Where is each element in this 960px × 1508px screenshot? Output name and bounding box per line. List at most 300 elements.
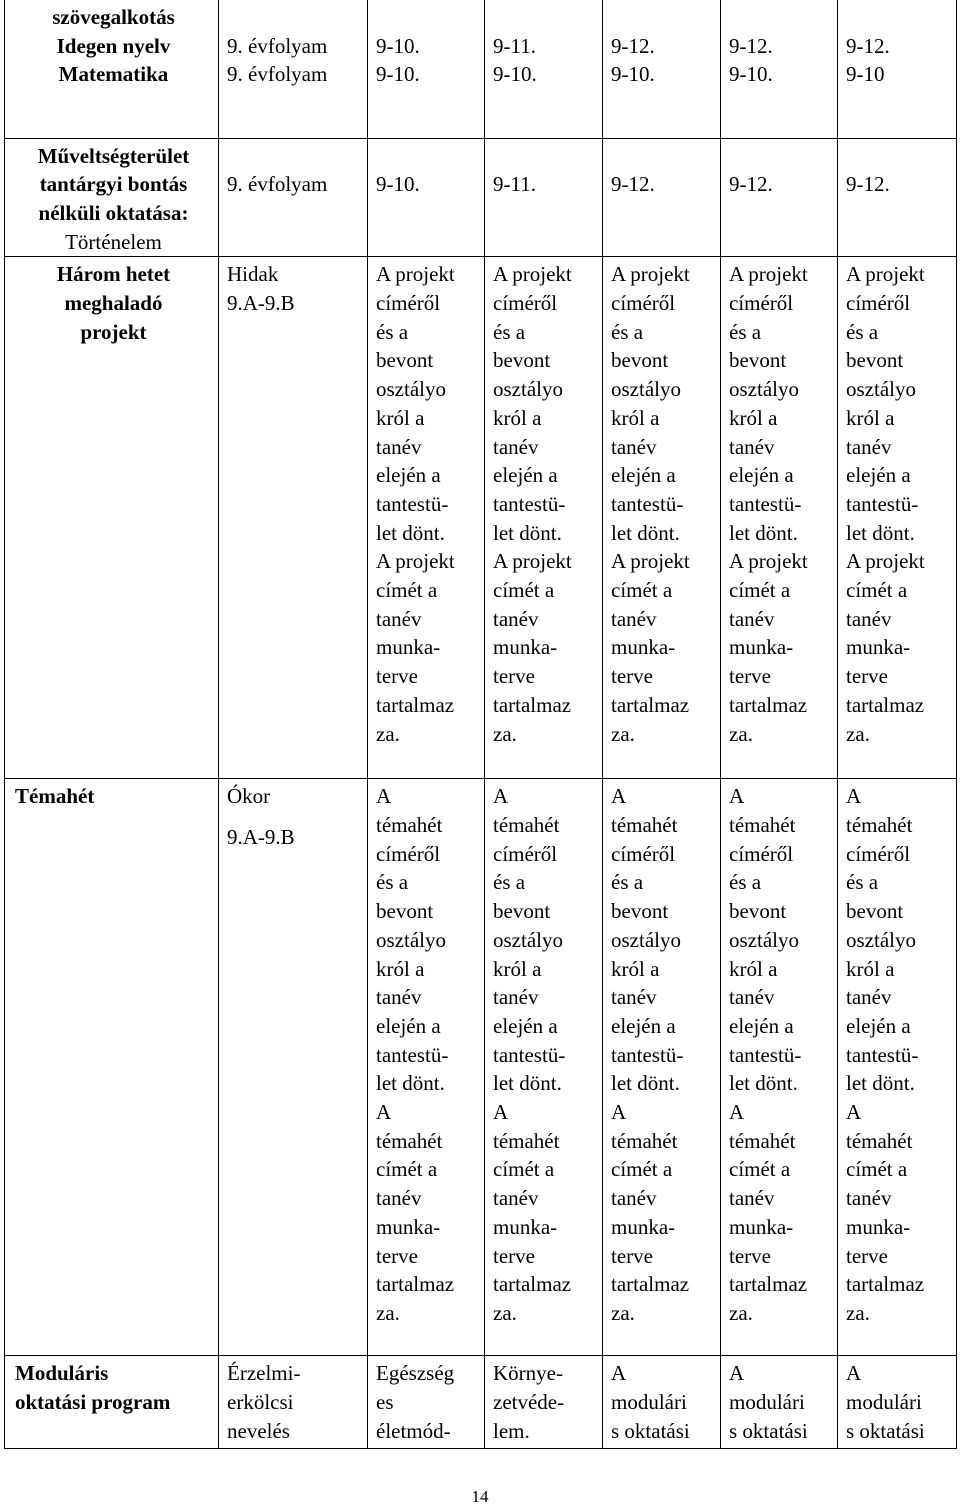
cell-line: A [611,1100,627,1125]
cell-line: modulári [611,1390,687,1415]
table-cell [219,257,368,779]
table-row [5,779,957,1356]
cell-line: tanév [611,985,657,1010]
table-cell [485,1356,603,1449]
table-cell [603,1356,721,1449]
cell-line: 9-12. [611,172,655,197]
cell-line [611,142,716,171]
cell-line: let dönt. [493,520,562,545]
row-label-line: szövegalkotás [52,5,175,29]
cell-line: tantestü- [729,491,802,516]
cell-line: címét a [376,578,438,603]
cell-line: 9-10. [493,62,537,87]
cell-line: tanév [376,434,422,459]
cell-line: 9-12. [846,33,890,58]
cell-line: 9-10. [729,62,773,87]
cell-line: A [611,784,627,809]
cell-line: tartalmaz [493,692,572,717]
cell-line: tantestü- [611,491,684,516]
row-label-line: Műveltségterület [37,143,190,168]
cell-line: tartalmaz [846,1272,925,1297]
row-label-line: oktatási program [15,1390,171,1415]
cell-lines [846,782,952,1327]
cell-line: let dönt. [611,520,680,545]
table-cell [838,0,957,138]
table-cell [219,0,368,138]
cell-line: tanév [846,606,892,631]
cell-line: tanév [376,985,422,1010]
cell-line: és a [493,319,526,344]
cell-line: tanév [376,606,422,631]
cell-line: témahét [846,1128,913,1153]
cell-line: let dönt. [729,520,798,545]
cell-line [846,3,952,32]
cell-line: címét a [493,1157,555,1182]
cell-line: 9-11. [493,172,536,197]
cell-line: s oktatási [729,1418,808,1443]
table-cell [368,1356,485,1449]
cell-lines [376,1359,480,1445]
cell-line: Egészség [376,1361,455,1386]
cell-lines [611,782,716,1327]
cell-line: let dönt. [376,1071,445,1096]
cell-line: címéről [611,291,676,316]
cell-line: zetvéde- [493,1390,565,1415]
cell-line: A [611,1361,627,1386]
cell-line: 9-12. [729,33,773,58]
cell-line [493,142,598,171]
cell-line: terve [729,1243,771,1268]
cell-line [493,3,598,32]
cell-line: król a [611,405,660,430]
cell-line: címéről [729,841,794,866]
cell-line: munka- [729,1214,794,1239]
cell-line: 9-10 [846,62,885,87]
cell-line: címéről [729,291,794,316]
cell-line: 9-10. [376,62,420,87]
cell-line: munka- [376,635,441,660]
cell-line: és a [376,319,409,344]
cell-line: elején a [611,463,676,488]
row-label-cell [5,0,219,138]
table-cell [721,1356,838,1449]
cell-line: és a [846,870,879,895]
table-cell [368,779,485,1356]
cell-line: król a [846,405,895,430]
cell-line: elején a [493,1013,558,1038]
cell-line: tantestü- [493,491,566,516]
row-label-line: Témahét [15,784,95,809]
cell-line: A projekt [729,262,808,287]
cell-line: A [729,784,745,809]
cell-line: bevont [729,899,787,924]
row-label-line: Három hetet [56,262,171,287]
cell-line [729,142,833,171]
cell-line: címét a [846,1157,908,1182]
cell-line: A [376,784,392,809]
cell-line: A projekt [846,262,925,287]
cell-line: za. [376,721,400,746]
cell-line: król a [611,956,660,981]
document-page [4,0,956,1508]
cell-line: A projekt [846,549,925,574]
cell-line [729,3,833,32]
cell-line: za. [729,1300,753,1325]
table-cell [603,0,721,138]
cell-line: tanév [729,606,775,631]
cell-line: król a [376,956,425,981]
cell-line: A [729,1361,745,1386]
cell-line [227,3,363,32]
table-cell [603,138,721,257]
cell-line: let dönt. [493,1071,562,1096]
cell-line: 9.A-9.B [227,291,295,316]
cell-line: témahét [376,813,443,838]
cell-line: król a [729,956,778,981]
cell-line: tartalmaz [846,692,925,717]
cell-line: terve [493,1243,535,1268]
cell-line: lem. [493,1418,530,1443]
cell-lines [493,782,598,1327]
cell-line: címét a [611,578,673,603]
cell-line: terve [846,1243,888,1268]
cell-line: tantestü- [729,1042,802,1067]
cell-line: 9. évfolyam [227,33,328,58]
cell-line: 9.A-9.B [227,825,295,850]
cell-line: s oktatási [611,1418,690,1443]
cell-line: osztályo [376,377,446,402]
table-row [5,138,957,257]
table-row [5,0,957,138]
row-label-line: projekt [80,319,147,344]
cell-line: erkölcsi [227,1390,294,1415]
cell-line: és a [611,870,644,895]
cell-line: tartalmaz [611,692,690,717]
cell-line: munka- [611,635,676,660]
cell-line: 9-12. [846,172,890,197]
cell-line: Környe- [493,1361,563,1386]
cell-line: A projekt [376,549,455,574]
cell-line: 9-10. [611,62,655,87]
cell-line: bevont [729,348,787,373]
cell-line: elején a [376,1013,441,1038]
cell-line: król a [846,956,895,981]
cell-line: bevont [493,899,551,924]
cell-line: munka- [493,1214,558,1239]
cell-line: címéről [846,841,911,866]
cell-line: król a [729,405,778,430]
cell-line: A projekt [611,262,690,287]
cell-line: témahét [729,1128,796,1153]
cell-line: címéről [846,291,911,316]
cell-line: król a [493,405,542,430]
cell-line: terve [493,664,535,689]
table-cell [721,0,838,138]
cell-line: A [729,1100,745,1125]
cell-line: tartalmaz [611,1272,690,1297]
table-cell [485,779,603,1356]
cell-line: let dönt. [376,520,445,545]
cell-lines [729,782,833,1327]
cell-line: munka- [611,1214,676,1239]
cell-line: tanév [729,1186,775,1211]
cell-lines [729,260,833,748]
cell-line: 9-11. [493,33,536,58]
cell-line: s oktatási [846,1418,925,1443]
cell-line: tantestü- [846,1042,919,1067]
cell-line: modulári [729,1390,805,1415]
row-label-line: nélküli oktatása: [38,200,189,225]
row-label-cell [5,1356,219,1449]
table-cell [485,0,603,138]
row-label-line: Moduláris [15,1361,109,1386]
table-cell [368,257,485,779]
cell-line: tantestü- [493,1042,566,1067]
cell-line: témahét [376,1128,443,1153]
cell-line: és a [729,319,762,344]
cell-line: let dönt. [846,520,915,545]
cell-line: címéről [493,291,558,316]
cell-line: A [493,1100,509,1125]
row-label-line: tantárgyi bontás [39,172,188,197]
table-cell [485,257,603,779]
cell-line: címét a [493,578,555,603]
cell-line: tantestü- [376,1042,449,1067]
row-label-cell [5,257,219,779]
cell-line: let dönt. [611,1071,680,1096]
table-cell [603,257,721,779]
cell-line: za. [729,721,753,746]
cell-line: tanév [846,434,892,459]
table-cell [721,138,838,257]
cell-line: címét a [611,1157,673,1182]
cell-line: 9. évfolyam [227,62,328,87]
page-number: 14 [471,1487,489,1506]
cell-line: és a [729,870,762,895]
cell-line: osztályo [846,927,916,952]
row-label-line: meghaladó [64,291,163,316]
cell-line: és a [611,319,644,344]
cell-line: elején a [611,1013,676,1038]
curriculum-table [4,0,957,1449]
cell-line: A [846,784,862,809]
cell-line: témahét [611,1128,678,1153]
cell-lines [493,260,598,748]
cell-line: elején a [846,1013,911,1038]
cell-line [846,142,952,171]
cell-line: tantestü- [611,1042,684,1067]
cell-line: terve [611,664,653,689]
row-label-cell [5,138,219,257]
cell-line: A [846,1361,862,1386]
cell-line: osztályo [611,927,681,952]
cell-line: és a [376,870,409,895]
cell-line [376,3,480,32]
cell-line: 9. évfolyam [227,172,328,197]
table-cell [219,1356,368,1449]
cell-line: címéről [376,841,441,866]
table-row [5,257,957,779]
cell-line: król a [376,405,425,430]
cell-line: tanév [611,1186,657,1211]
cell-line [227,142,363,171]
cell-line: tanév [376,1186,422,1211]
cell-line: osztályo [376,927,446,952]
cell-line: terve [729,664,771,689]
cell-line: tartalmaz [493,1272,572,1297]
cell-line: tantestü- [846,491,919,516]
cell-line: bevont [611,899,669,924]
cell-line: témahét [846,813,913,838]
cell-line: címét a [729,1157,791,1182]
cell-line: címéről [611,841,676,866]
cell-line: 9-12. [611,33,655,58]
cell-line: A projekt [376,262,455,287]
cell-line: za. [611,721,635,746]
row-label-line: Matematika [58,62,169,87]
cell-line: tanév [493,606,539,631]
cell-line: osztályo [493,927,563,952]
cell-line: és a [846,319,879,344]
table-cell [721,257,838,779]
cell-line: Ókor [227,784,271,809]
cell-line: modulári [846,1390,922,1415]
cell-line: témahét [493,1128,560,1153]
cell-line: címét a [376,1157,438,1182]
table-cell [838,257,957,779]
cell-line: munka- [729,635,794,660]
cell-line: munka- [376,1214,441,1239]
cell-line: terve [376,1243,418,1268]
cell-line: címéről [376,291,441,316]
cell-lines [846,1359,952,1445]
table-cell [603,779,721,1356]
cell-line: osztályo [611,377,681,402]
cell-lines [611,260,716,748]
cell-line: munka- [493,635,558,660]
table-cell [838,779,957,1356]
cell-line: bevont [846,899,904,924]
table-cell [721,779,838,1356]
cell-line: terve [376,664,418,689]
cell-lines [611,1359,716,1445]
cell-line: tanév [611,606,657,631]
cell-lines [846,260,952,748]
cell-line: bevont [376,348,434,373]
table-cell [485,138,603,257]
cell-lines [376,782,480,1327]
cell-line: elején a [846,463,911,488]
cell-line: za. [846,721,870,746]
cell-line: témahét [729,813,796,838]
cell-line: za. [611,1300,635,1325]
cell-line: tartalmaz [729,692,808,717]
cell-line: tanév [493,434,539,459]
table-cell [368,0,485,138]
cell-line: bevont [611,348,669,373]
cell-line: elején a [729,463,794,488]
cell-line: osztályo [729,927,799,952]
cell-line: címét a [846,578,908,603]
table-cell [838,138,957,257]
cell-line: 9-10. [376,33,420,58]
cell-line: bevont [493,348,551,373]
cell-line: osztályo [846,377,916,402]
cell-line: Érzelmi- [227,1361,301,1386]
cell-line: za. [376,1300,400,1325]
row-label-line: Történelem [65,229,162,254]
cell-lines [729,1359,833,1445]
cell-line: munka- [846,1214,911,1239]
table-cell [219,138,368,257]
cell-line: osztályo [729,377,799,402]
table-cell [368,138,485,257]
cell-line: A projekt [493,549,572,574]
cell-line: A [493,784,509,809]
cell-line: tanév [729,434,775,459]
cell-line: bevont [846,348,904,373]
cell-line: let dönt. [846,1071,915,1096]
cell-line: A [376,1100,392,1125]
row-label-cell [5,779,219,1356]
cell-line: tartalmaz [376,692,455,717]
cell-line: let dönt. [729,1071,798,1096]
cell-lines [376,260,480,748]
cell-line: za. [846,1300,870,1325]
cell-line: témahét [611,813,678,838]
cell-line: tanév [493,985,539,1010]
cell-lines [493,1359,598,1445]
cell-line: A projekt [729,549,808,574]
cell-line: elején a [729,1013,794,1038]
cell-line: tanév [729,985,775,1010]
cell-line: tanév [611,434,657,459]
cell-line: terve [611,1243,653,1268]
cell-line: 9-12. [729,172,773,197]
cell-line: és a [493,870,526,895]
cell-line: terve [846,664,888,689]
cell-line: tanév [846,985,892,1010]
cell-line: A projekt [493,262,572,287]
cell-line: bevont [376,899,434,924]
cell-line: tartalmaz [729,1272,808,1297]
cell-line: címét a [729,578,791,603]
table-row [5,1356,957,1449]
cell-line [376,142,480,171]
table-cell [219,779,368,1356]
cell-line: za. [493,1300,517,1325]
cell-line: osztályo [493,377,563,402]
cell-line: es [376,1390,394,1415]
cell-line: A projekt [611,549,690,574]
cell-line: munka- [846,635,911,660]
cell-line: témahét [493,813,560,838]
cell-line: za. [493,721,517,746]
cell-line: 9-10. [376,172,420,197]
table-cell [838,1356,957,1449]
cell-line: életmód- [376,1418,451,1443]
cell-line: nevelés [227,1418,290,1443]
cell-line [611,3,716,32]
cell-line: tantestü- [376,491,449,516]
cell-line: címéről [493,841,558,866]
cell-line: elején a [376,463,441,488]
row-label-line: Idegen nyelv [56,33,171,58]
cell-line: król a [493,956,542,981]
cell-line: A [846,1100,862,1125]
cell-line: tartalmaz [376,1272,455,1297]
cell-line: elején a [493,463,558,488]
